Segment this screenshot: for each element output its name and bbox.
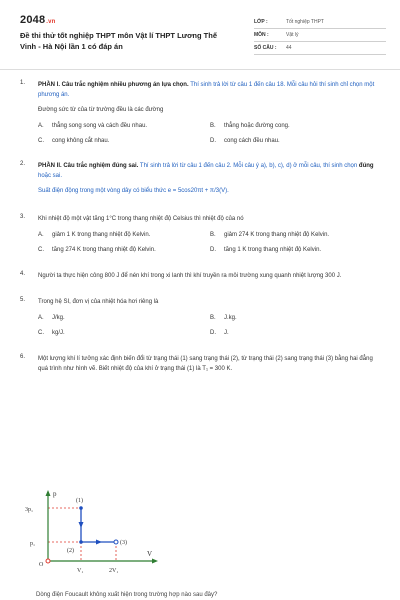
pv-diagram [20, 486, 190, 586]
option-c[interactable]: C. cong không cắt nhau. [38, 138, 110, 144]
next-question-partial: Dòng điện Foucault không xuất hiện trong trường hợp nào sau đây? [36, 592, 218, 598]
section-title: PHẦN I. Câu trắc nghiệm nhiều phương án lựa chọn. [38, 82, 189, 88]
origin-point [46, 559, 50, 563]
p-tick-high: 3p₁ [25, 507, 34, 513]
question-stem: Suất điện động trong một vòng dây có biểu thức e = 5cos20πt + π/3(V). [38, 188, 229, 194]
question-1 [20, 80, 380, 146]
question-number: 5. [20, 297, 26, 303]
option-c[interactable]: C. kg/J. [38, 330, 65, 336]
origin-label: O [39, 562, 44, 568]
site-logo[interactable]: 2048.vn [20, 14, 56, 26]
state-label-3: (3) [120, 540, 127, 546]
meta-subject: MÔN : Vật lý [254, 29, 386, 42]
option-b[interactable]: B. thẳng hoặc đường cong. [210, 123, 290, 129]
question-5 [20, 297, 380, 338]
header-divider [0, 69, 400, 70]
question-2: 2. PHẦN II. Câu trắc nghiệm đúng sai. Thí sinh trả lời từ câu 1 đến câu 2. Mỗi câu ý a), b), c), d) ở mỗi câu, thí sinh chọn đúng hoặc sai. Suất điện động trong một vòng dây có biểu thức e = 5cos20πt + π/3(V). [20, 161, 380, 196]
option-a[interactable]: A. J/kg. [38, 315, 65, 321]
meta-class: LỚP : Tốt nghiệp THPT [254, 16, 386, 29]
state-label-1: (1) [76, 498, 83, 504]
question-stem: Khi nhiệt độ một vật tăng 1°C trong thang nhiệt độ Celsius thì nhiệt độ của nó [38, 216, 244, 222]
meta-question-count: SỐ CÂU : 44 [254, 42, 386, 55]
question-stem: Đường sức từ của từ trường đều là các đường [38, 107, 164, 113]
option-d[interactable]: D. J. [210, 330, 229, 336]
option-c[interactable]: C. tăng 274 K trong thang nhiệt độ Kelvin. [38, 247, 156, 253]
document-title: Đề thi thử tốt nghiệp THPT môn Vật lí THPT Lương Thế Vinh - Hà Nội lần 1 có đáp án [20, 31, 218, 51]
v-axis-arrow-icon [152, 559, 158, 564]
option-d[interactable]: D. tăng 1 K trong thang nhiệt độ Kelvin. [210, 247, 322, 253]
option-d[interactable]: D. cong cách đều nhau. [210, 138, 280, 144]
process-arrow-icon [79, 522, 84, 528]
question-number: 2. [20, 161, 26, 167]
section-title: PHẦN II. Câu trắc nghiệm đúng sai. [38, 163, 139, 169]
question-stem: Một lượng khí lí tưởng xác định biến đổi từ trạng thái (1) sang trạng thái (2), từ trạng thái (2) sang trạng thái (3) bằng hai đẳng quá trình như hình vẽ. Biết nhiệt độ của khí ở trạng thái (1) là T₁ = 300 K. [38, 356, 373, 372]
v-tick-1: V₁ [77, 568, 84, 574]
question-number: 4. [20, 271, 26, 277]
v-axis-label: V [147, 550, 153, 558]
question-3 [20, 214, 380, 255]
question-number: 6. [20, 354, 26, 360]
exam-meta [254, 16, 386, 55]
question-stem: Người ta thực hiện công 800 J để nén khí trong xi lanh thì khí truyền ra môi trường xung quanh nhiệt lượng 300 J. [38, 273, 342, 279]
question-number: 1. [20, 80, 26, 86]
section-instructions: Thí sinh trả lời từ câu 1 đến câu 18. Mỗi câu hỏi thí sinh chỉ chọn một phương án. [38, 82, 375, 98]
option-a[interactable]: A. giảm 1 K trong thang nhiệt độ Kelvin. [38, 232, 151, 238]
page-header [0, 0, 400, 64]
state-point-3 [114, 540, 118, 544]
p-axis-arrow-icon [46, 490, 51, 496]
v-tick-2: 2V₁ [109, 568, 119, 574]
p-tick-low: p₁ [30, 541, 36, 547]
question-list [20, 80, 380, 374]
process-arrow-icon [96, 540, 102, 545]
question-6 [20, 354, 380, 374]
state-point-2 [79, 540, 83, 544]
question-stem: Trong hệ SI, đơn vị của nhiệt hóa hơi riêng là [38, 299, 159, 305]
question-number: 3. [20, 214, 26, 220]
option-b[interactable]: B. giảm 274 K trong thang nhiệt độ Kelvin. [210, 232, 330, 238]
option-a[interactable]: A. thẳng song song và cách đều nhau. [38, 123, 148, 129]
state-label-2: (2) [67, 548, 74, 554]
p-axis-label: p [53, 490, 57, 498]
question-4 [20, 271, 380, 281]
option-b[interactable]: B. J.kg. [210, 315, 237, 321]
state-point-1 [79, 506, 83, 510]
